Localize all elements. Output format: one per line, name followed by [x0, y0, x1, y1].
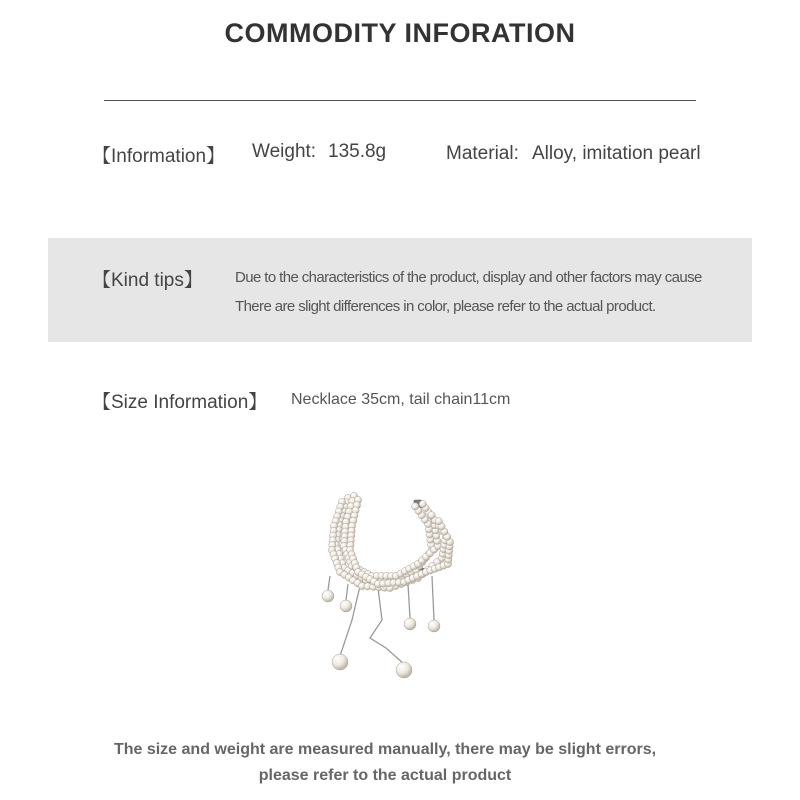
chain	[328, 576, 330, 590]
pearl	[435, 518, 442, 525]
weight-label: Weight:	[252, 141, 317, 162]
pearl	[412, 503, 419, 510]
footer-note-line-1: The size and weight are measured manually, there may be slight errors,	[113, 741, 657, 758]
weight-value: 135.8g	[328, 141, 387, 162]
title-divider	[104, 100, 696, 101]
material-label: Material:	[446, 143, 519, 164]
chain	[408, 584, 410, 618]
chain	[346, 584, 348, 600]
kind-tips-line-1: Due to the characteristics of the product, display and other factors may cause	[235, 269, 702, 286]
pearl	[428, 512, 435, 519]
material-value: Alloy, imitation pearl	[532, 143, 701, 164]
size-information-value: Necklace 35cm, tail chain11cm	[291, 391, 511, 408]
pearl-necklace-icon	[300, 480, 470, 680]
kind-tips-label: 【Kind tips】	[92, 270, 203, 291]
chain	[340, 586, 360, 656]
page-title: COMMODITY INFORATION	[224, 18, 576, 48]
size-information-label: 【Size Information】	[92, 392, 268, 413]
chain	[432, 576, 434, 620]
pearl	[322, 590, 334, 602]
product-image	[300, 480, 470, 680]
chain	[370, 588, 404, 664]
pearl	[419, 500, 426, 507]
information-label: 【Information】	[92, 146, 226, 167]
footer-note-line-2: please refer to the actual product	[258, 767, 512, 784]
pearl	[428, 620, 440, 632]
pearl	[404, 618, 416, 630]
pearl	[340, 600, 352, 612]
kind-tips-line-2: There are slight differences in color, please refer to the actual product.	[235, 298, 656, 315]
pearl	[332, 654, 348, 670]
pearl	[396, 662, 412, 678]
